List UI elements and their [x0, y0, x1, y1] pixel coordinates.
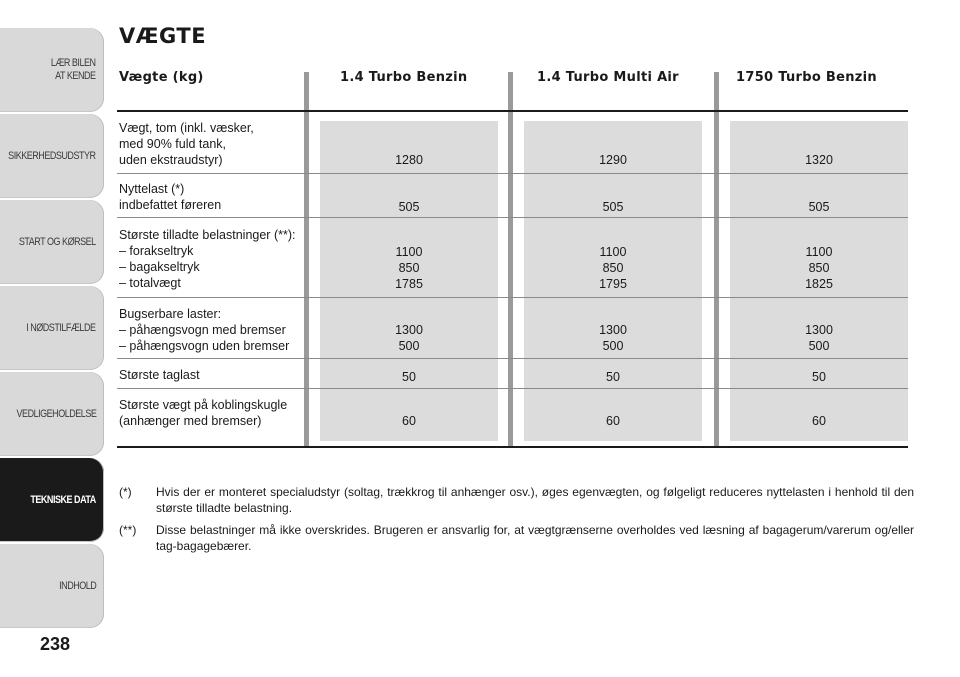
cell-value: 60	[606, 414, 620, 428]
cell-value: 60	[402, 414, 416, 428]
tab-label: VEDLIGEHOLDELSE	[16, 407, 96, 420]
row-separator	[117, 173, 908, 174]
footnote	[119, 484, 914, 516]
cell-value: 505	[398, 200, 420, 214]
row-label: Vægt, tom (inkl. væsker, med 90% fuld tank, uden ekstraudstyr)	[119, 121, 254, 167]
tab-laer-bilen-at-kende[interactable]	[0, 28, 104, 112]
cell-value: 50	[402, 370, 416, 384]
row-label: Største taglast	[119, 368, 200, 382]
column-divider	[508, 72, 513, 446]
column-divider	[304, 72, 309, 446]
tab-label: INDHOLD	[58, 579, 96, 592]
cell-value: 505	[602, 200, 624, 214]
cell-value: 1280	[395, 153, 423, 167]
row-separator	[117, 388, 908, 389]
tab-label: SIKKERHEDSUDSTYR	[8, 149, 96, 162]
column-divider	[714, 72, 719, 446]
tab-start-og-korsel[interactable]	[0, 200, 104, 284]
footnote-text: Hvis der er monteret specialudstyr (soltag, trækkrog til anhænger osv.), øges egenvægten, og følgeligt reduceres nyttelasten i henhold til den største tilladte belastning.	[156, 485, 914, 515]
table-bottom-rule	[117, 446, 908, 448]
tab-label: I NØDSTILFÆLDE	[26, 321, 96, 334]
footnote-text: Disse belastninger må ikke overskrides. Brugeren er ansvarlig for, at vægtgrænserne overholdes ved læsning af bagagerum/varerum og/eller tag-bagagebærer.	[156, 523, 914, 553]
row-label: Største vægt på koblingskugle (anhænger med bremser)	[119, 398, 288, 428]
table-header-col2: 1.4 Turbo Multi Air	[537, 70, 679, 85]
row-label: Bugserbare laster: – påhængsvogn med bremser – påhængsvogn uden bremser	[119, 307, 290, 353]
footnote	[119, 522, 914, 554]
table-header-col3: 1750 Turbo Benzin	[736, 70, 877, 85]
table-header-weights: Vægte (kg)	[119, 70, 204, 85]
cell-value: 50	[812, 370, 826, 384]
cell-value: 1320	[805, 153, 833, 167]
cell-value: 1300 500	[599, 323, 627, 353]
tab-tekniske-data[interactable]	[0, 458, 104, 542]
row-separator	[117, 217, 908, 218]
footnote-mark: (*)	[119, 485, 132, 499]
tab-sikkerhedsudstyr[interactable]	[0, 114, 104, 198]
row-label: Nyttelast (*) indbefattet føreren	[119, 182, 222, 212]
footnote-mark: (**)	[119, 523, 137, 537]
cell-value: 50	[606, 370, 620, 384]
tab-label: LÆR BILEN AT KENDE	[51, 57, 96, 82]
cell-value: 60	[812, 414, 826, 428]
cell-value: 1300 500	[395, 323, 423, 353]
page-title: VÆGTE	[119, 24, 207, 48]
cell-value: 1100 850 1825	[805, 245, 833, 291]
page-number: 238	[40, 634, 71, 654]
cell-value: 505	[808, 200, 830, 214]
table-header-col1: 1.4 Turbo Benzin	[340, 70, 468, 85]
tab-i-nodstilfaelde[interactable]	[0, 286, 104, 370]
tab-label: START OG KØRSEL	[19, 235, 96, 248]
tab-label: TEKNISKE DATA	[30, 493, 96, 506]
tab-indhold[interactable]	[0, 544, 104, 628]
table-top-rule	[117, 110, 908, 112]
cell-value: 1100 850 1785	[395, 245, 423, 291]
tab-vedligeholdelse[interactable]	[0, 372, 104, 456]
cell-value: 1100 850 1795	[599, 245, 627, 291]
row-separator	[117, 297, 908, 298]
cell-value: 1300 500	[805, 323, 833, 353]
cell-value: 1290	[599, 153, 627, 167]
row-label: Største tilladte belastninger (**): – forakseltryk – bagakseltryk – totalvægt	[119, 228, 296, 290]
row-separator	[117, 358, 908, 359]
